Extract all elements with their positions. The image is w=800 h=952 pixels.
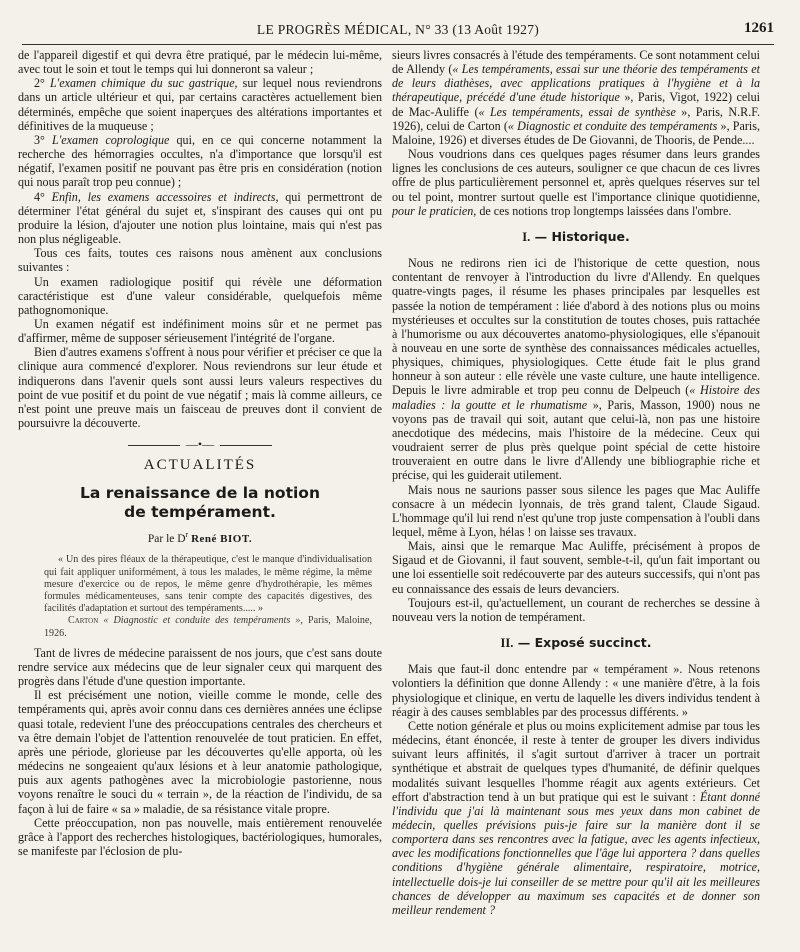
article-title-line: de tempérament. — [124, 503, 276, 522]
paragraph: 4° Enfin, les examens accessoires et indirects, qui permettront de déterminer l'état général du sujet et, s'inspirant des causes qui ont pu produire la lésion, d'ajouter une notion plus lointaine, mais qui n'est pas non plus négligeable. — [18, 189, 382, 247]
paragraph: Nous ne redirons rien ici de l'historique de cette question, nous contentant de renvoyer à l'introduction du livre d'Allendy. En quelques quatre-vingts pages, il résume les phases principales par lesquelles est passée la notion de tempérament : liée d'abord à des notions plus ou moins mystérieuses et occultes sur la constitution de toutes choses, puis rattachée à l'humorisme ou aux découvertes anatomo-physiologiques, elle s'épanouit à nouveau en une sorte de synthèse des connaissances médicales actuelles, physiques, chimiques, physiologiques. Cette étude fait le plus grand honneur à son auteur : elle révèle une vaste culture, une haute intelligence. Depuis le livre admirable et trop peu connu de Delpeuch (« Histoire des maladies : la goutte et le rhumatisme », Paris, Masson, 1900) nous ne voyons pas de travail qui soit, autant que celui-là, non pas une histoire anecdotique des médecins, mais l'histoire de la médecine. Ceux qui voudraient serrer de plus près quelque point spécial de cette histoire trouveraient en outre dans le livre d'Allendy une bibliographie riche et précise, qui les guiderait utilement. — [392, 256, 760, 483]
paragraph: Toujours est-il, qu'actuellement, un courant de recherches se dessine à nouveau vers la notion de tempérament. — [392, 595, 760, 624]
paragraph: Cette préoccupation, non pas nouvelle, mais entièrement renouvelée grâce à l'apport des recherches histologiques, bactériologiques, humorales, se manifeste par l'éclosion de plu- — [18, 815, 382, 858]
ornament-icon: —•— — [180, 437, 220, 451]
left-column — [18, 48, 382, 940]
epigraph-attribution: Carton « Diagnostic et conduite des tempéraments », Paris, Maloine, 1926. — [44, 615, 372, 639]
paragraph: Mais que faut-il donc entendre par « tempérament ». Nous retenons volontiers la définition que donne Allendy : « une manière d'être, à la fois physiologique et clinique, en vertu de laquelle les divers individus tendent à réagir à des causes semblables par des processus différents. » — [392, 662, 760, 719]
epigraph: « Un des pires fléaux de la thérapeutique, c'est le manque d'individualisation qui fait appliquer uniformément, à tous les malades, le même régime, la même mesure d'exercice ou de repos, le même genre d'hydrothérapie, les mêmes formules médicamenteuses, sans tenir compte des capacités digestives, des facilités d'adaptation et surtout des tempéraments..... » — [44, 554, 372, 615]
paragraph: Tous ces faits, toutes ces raisons nous amènent aux conclusions suivantes : — [18, 246, 382, 275]
paragraph: Mais nous ne saurions passer sous silence les pages que Mac Auliffe consacre à un médecin lyonnais, de très grand talent, Claude Sigaud. L'hommage qu'il lui rend n'est qu'une trop juste compensation à l'oubli dans lequel, même à Lyon, hélas ! on laisse ses travaux. — [392, 482, 760, 539]
paragraph: sieurs livres consacrés à l'étude des tempéraments. Ce sont notamment celui de Allendy (« Les tempéraments, essai sur une théorie des tempéraments et de leurs diathèses, avec applications pratiques à l'hygiène et à la thérapeutique, précédé d'une étude historique », Paris, Vigot, 1922) celui de Mac-Auliffe (« Les tempéraments, essai de synthèse », Paris, N.R.F. 1926), celui de Carton (« Diagnostic et conduite des tempéraments », Paris, Maloine, 1926) et diverses études de De Giovanni, de Thooris, de Pende.... — [392, 48, 760, 147]
paragraph: Il est précisément une notion, vieille comme le monde, celle des tempéraments qui, après avoir connu dans ces dernières années une éclipse quasi totale, redevient l'une des préoccupations centrales des chercheurs et va être demain l'objet de l'attention renouvelée de tout praticien. En effet, après une période, glorieuse par les découvertes qu'elle apporta, où les médecins ne songeaient qu'aux lésions et à leur anatomie pathologique, puis aux agents pathogènes avec la microbiologie pastorienne, nous voyons renaître le souci du « terrain », de la réaction de l'individu, de sa façon à lui de faire « sa » maladie, de sa résistance vitale propre. — [18, 688, 382, 816]
journal-title: LE PROGRÈS MÉDICAL, N° 33 (13 Août 1927) — [256, 22, 540, 37]
subsection-heading: I. — Historique. — [522, 228, 630, 244]
running-header — [22, 20, 774, 45]
subsection-heading: II. — Exposé succinct. — [500, 635, 652, 651]
right-column — [392, 48, 760, 940]
paragraph: Un examen radiologique positif qui révèle une déformation caractéristique est d'une valeur considérable, quelquefois même pathognomonique. — [18, 274, 382, 317]
article-title-line: La renaissance de la notion — [79, 484, 320, 503]
byline: Par le $D^r$ René BIOT. — [147, 530, 253, 546]
article-title — [18, 484, 382, 522]
paragraph: Tant de livres de médecine paraissent de nos jours, que c'est sans doute rendre service aux médecins que de leur signaler ceux qui marquent des progrès dans l'étude d'une question importante. — [18, 645, 382, 689]
paragraph: Nous voudrions dans ces quelques pages résumer dans leurs grandes lignes les conclusions de ces auteurs, souligner ce que chacun de ces livres offre de plus particulièrement personnel et, après quelques réserves sur tel ou tel point, montrer surtout quelle est l'importance clinique quotidienne, pour le praticien, de ces notions trop longtemps laissées dans l'ombre. — [392, 147, 760, 218]
section-title: ACTUALITÉS — [143, 457, 257, 474]
paragraph: 3° L'examen coprologique qui, en ce qui concerne notamment la recherche des hémorragies occultes, n'a d'importance que lorsqu'il est négatif, l'examen positif ne pouvant pas être pris en considération (notion qui nous paraît trop peu connue) ; — [18, 132, 382, 190]
paragraph: Bien d'autres examens s'offrent à nous pour vérifier et préciser ce que la clinique aura commencé d'explorer. Nous reviendrons sur leur étude et indiquerons dans l'avenir quels sont aussi leurs valeurs respectives du point de vue positif et du point de vue négatif ; mais là comme ailleurs, ce n'est point une preuve mais un faisceau de preuves dont il convient de poursuivre la découverte. — [18, 345, 382, 431]
page-number: 1261 — [744, 20, 774, 36]
paragraph: de l'appareil digestif et qui devra être pratiqué, par le médecin lui-même, avec tout le soin et tout le temps qui lui donneront sa valeur ; — [18, 48, 382, 77]
paragraph: Un examen négatif est indéfiniment moins sûr et ne permet pas d'affirmer, même de supposer sérieusement l'intégrité de l'organe. — [18, 316, 382, 346]
paragraph: 2° L'examen chimique du suc gastrique, sur lequel nous reviendrons dans un article ultérieur et qui, par certains caractères actuellement bien déterminés, empêche que soient inaperçues des altérations importantes et définitives de la muqueuse ; — [18, 76, 382, 133]
paragraph: Cette notion générale et plus ou moins explicitement admise par tous les médecins, étant énoncée, il reste à tenter de grouper les divers individus suivant leurs affinités, il s'agit surtout d'arriver à tracer un portrait synthétique et abstrait de quelques types d'humanité, de définir quelques modalités suivant lesquelles l'homme réagit aux agents extérieurs. Cet effort d'abstraction tend à un but pratique qui est le suivant : Étant donné l'individu que j'ai là maintenant sous mes yeux dans mon cabinet de médecin, quelles prévisions puis-je faire sur la manière dont il se comportera dans ses rencontres avec la fatigue, avec les agents infectieux, avec les modifications fonctionnelles que l'âge lui apportera ? dans quelles conditions d'hygiène générale alimentaire, respiratoire, motrice, intellectuelle dois-je lui conseiller de se mettre pour qu'il ait les meilleures chances de développer au maximum ses capacités et de donner son meilleur rendement ? — [392, 718, 760, 917]
paragraph: Mais, ainsi que le remarque Mac Auliffe, précisément à propos de Sigaud et de Giovanni, il faut souvent, semble-t-il, qu'un fait important ou une loi essentielle soit redécouverte par des auteurs successifs, qui n'ont pas eu connaissance des essais de leurs devanciers. — [392, 539, 760, 596]
section-divider — [18, 434, 382, 456]
